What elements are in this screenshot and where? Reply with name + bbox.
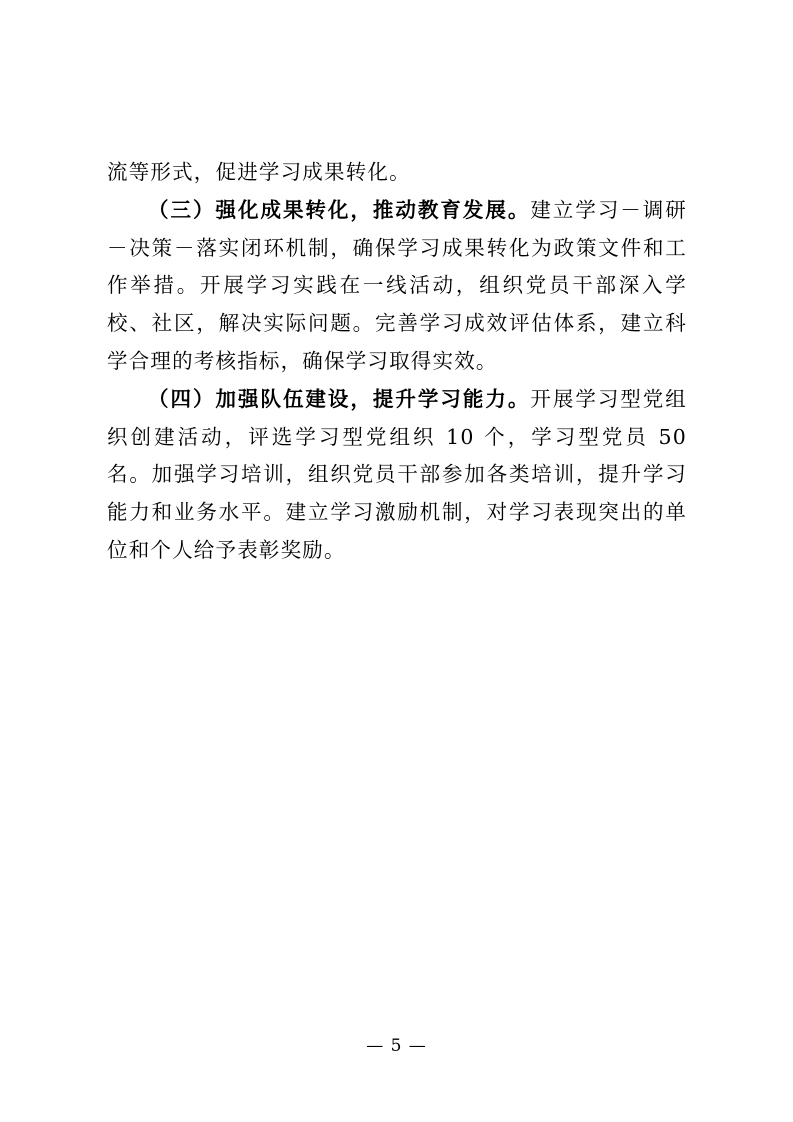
- paragraph-section-3: [107, 192, 687, 381]
- paragraph-section-4: [107, 381, 687, 570]
- section-heading: （四）加强队伍建设，提升学习能力。: [148, 386, 531, 411]
- body-text: [107, 154, 687, 570]
- paragraph-continuation: [107, 154, 687, 192]
- page-number: — 5 —: [366, 1036, 427, 1056]
- paragraph-text: 建立学习－调研－决策－落实闭环机制，确保学习成果转化为政策文件和工作举措。开展学习实践在一线活动，组织党员干部深入学校、社区，解决实际问题。完善学习成效评估体系，建立科学合理的考核指标，确保学习取得实效。: [107, 197, 687, 373]
- section-heading: （三）强化成果转化，推动教育发展。: [148, 197, 531, 222]
- paragraph-text: 流等形式，促进学习成果转化。: [107, 160, 411, 184]
- paragraph-text: 开展学习型党组织创建活动，评选学习型党组织 10 个，学习型党员 50 名。加强学习培训，组织党员干部参加各类培训，提升学习能力和业务水平。建立学习激励机制，对学习表现突出的单位和个人给予表彰奖励。: [107, 386, 687, 562]
